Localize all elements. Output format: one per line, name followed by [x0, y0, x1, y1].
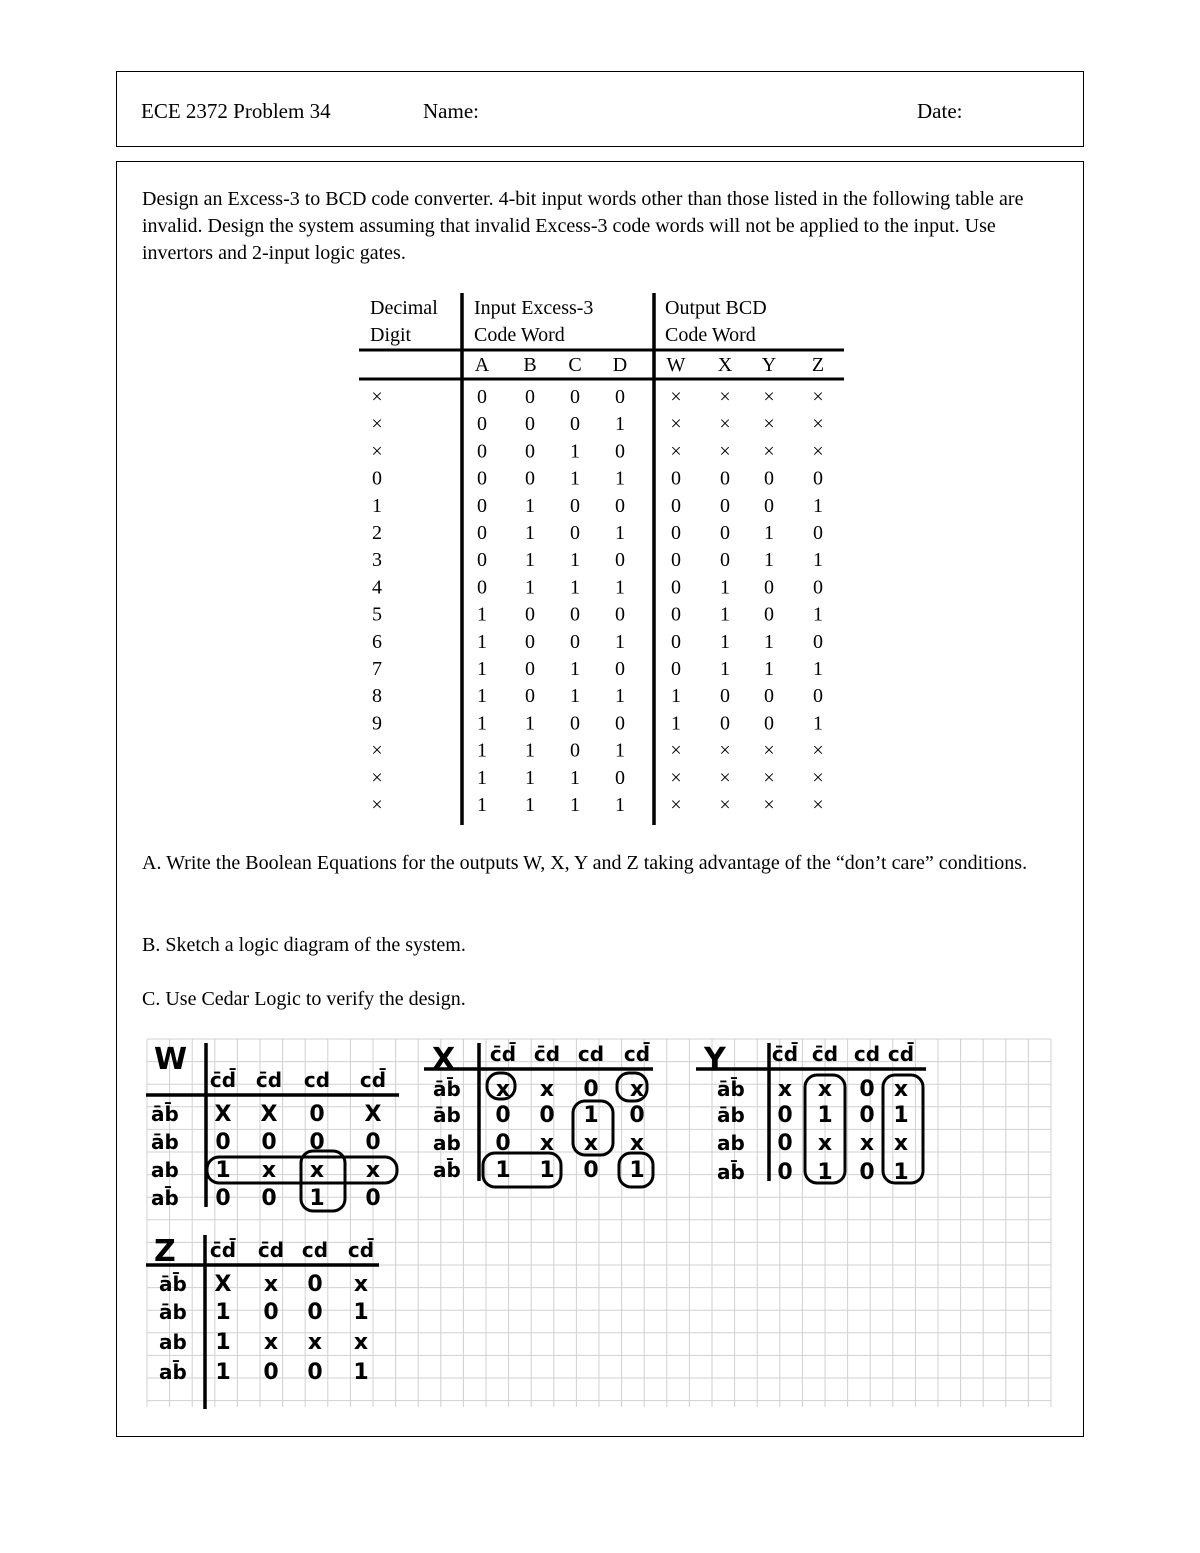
- kmap-z: [146, 1234, 379, 1409]
- table-cell: 0: [720, 467, 730, 490]
- table-cell: 0: [671, 630, 681, 653]
- table-cell: ×: [812, 413, 824, 436]
- kmap-cell: 0: [583, 1077, 599, 1102]
- kmap-col-label: c̄d: [533, 1042, 561, 1066]
- kmap-cell: x: [539, 1131, 555, 1156]
- kmap-row-label: āb̄: [151, 1102, 179, 1126]
- table-cell: 0: [720, 494, 730, 517]
- table-cell: 0: [477, 522, 487, 544]
- table-cell: 1: [372, 494, 382, 517]
- kmap-cell: 1: [215, 1360, 231, 1385]
- table-cell: ×: [812, 386, 824, 408]
- table-cell: 0: [477, 494, 487, 517]
- kmap-col-label: cd: [303, 1068, 331, 1092]
- kmap-cell: 1: [309, 1186, 325, 1211]
- kmap-cell: 0: [215, 1130, 231, 1155]
- kmap-cell: x: [263, 1272, 279, 1297]
- table-cell: 1: [615, 413, 625, 436]
- table-cell: 0: [615, 549, 625, 572]
- table-cell: ×: [763, 386, 775, 408]
- table-cell: 1: [720, 658, 730, 680]
- kmap-cell: 0: [859, 1160, 875, 1185]
- table-cell: 0: [813, 630, 823, 653]
- kmap-cell: 1: [495, 1158, 511, 1183]
- table-cell: 1: [764, 522, 774, 544]
- table-cell: ×: [670, 386, 682, 408]
- kmap-cell: X: [260, 1102, 278, 1127]
- table-cell: 0: [615, 766, 625, 789]
- table-cell: 1: [720, 603, 730, 626]
- kmap-cell: 0: [215, 1186, 231, 1211]
- kmap-cell: 1: [215, 1330, 231, 1355]
- kmap-row-label: ab̄: [433, 1158, 461, 1182]
- table-group-header-decimal: Decimal: [370, 297, 438, 319]
- table-group-header-output: Code Word: [665, 324, 756, 346]
- table-cell: ×: [670, 794, 682, 816]
- table-cell: 0: [477, 386, 487, 408]
- table-cell: 0: [525, 630, 535, 653]
- table-cell: 3: [372, 549, 382, 572]
- course-title: ECE 2372 Problem 34: [141, 99, 331, 123]
- table-cell: 1: [525, 576, 535, 599]
- table-cell: 1: [813, 712, 823, 735]
- table-cell: ×: [763, 413, 775, 436]
- kmap-cell: 1: [583, 1103, 599, 1128]
- kmap-col-label: c̄d: [255, 1068, 283, 1092]
- table-cell: ×: [763, 766, 775, 789]
- table-cell: 1: [477, 739, 487, 762]
- kmap-cell: 0: [495, 1131, 511, 1156]
- kmap-row-label: ab̄: [717, 1160, 745, 1184]
- kmap-cell: x: [817, 1131, 833, 1156]
- table-column-header: Z: [811, 354, 825, 376]
- table-cell: 1: [570, 766, 580, 789]
- table-cell: ×: [812, 766, 824, 789]
- table-cell: 0: [525, 603, 535, 626]
- kmap-cell: X: [214, 1102, 232, 1127]
- kmap-cell: x: [263, 1330, 279, 1355]
- table-cell: ×: [371, 413, 383, 436]
- question-a: A. Write the Boolean Equations for the outputs W, X, Y and Z taking advantage of the “don’t care” conditions.: [142, 852, 1028, 874]
- kmap-cell: x: [309, 1158, 325, 1183]
- kmap-cell: x: [629, 1131, 645, 1156]
- kmap-row-label: āb: [433, 1103, 461, 1127]
- table-cell: 1: [525, 766, 535, 789]
- kmap-cell: 1: [215, 1300, 231, 1325]
- kmap-col-label: c̄d: [257, 1238, 285, 1262]
- table-cell: 1: [570, 685, 580, 708]
- table-cell: 0: [615, 712, 625, 735]
- table-cell: 0: [764, 494, 774, 517]
- table-column-header: B: [523, 354, 537, 376]
- table-cell: 0: [671, 467, 681, 490]
- table-cell: 1: [477, 766, 487, 789]
- kmap-cell: x: [365, 1158, 381, 1183]
- table-cell: 0: [525, 440, 535, 463]
- kmap-cell: 0: [261, 1130, 277, 1155]
- table-cell: 0: [570, 630, 580, 653]
- kmap-cell: 0: [307, 1272, 323, 1297]
- table-cell: 0: [671, 522, 681, 544]
- table-cell: 0: [720, 712, 730, 735]
- table-cell: 0: [570, 413, 580, 436]
- kmap-col-label: c̄d: [811, 1042, 839, 1066]
- kmap-cell: 1: [893, 1103, 909, 1128]
- table-cell: 2: [372, 522, 382, 544]
- kmap-worksheet: [117, 162, 1083, 1436]
- table-cell: 0: [477, 576, 487, 599]
- table-cell: 0: [477, 440, 487, 463]
- kmap-cell: x: [495, 1077, 511, 1102]
- table-column-header: D: [612, 354, 628, 376]
- table-cell: ×: [812, 794, 824, 816]
- table-cell: 0: [570, 494, 580, 517]
- table-cell: 0: [525, 685, 535, 708]
- kmap-cell: 0: [859, 1103, 875, 1128]
- table-cell: ×: [371, 794, 383, 816]
- kmap-cell: 0: [539, 1103, 555, 1128]
- kmap-title: X: [432, 1042, 456, 1077]
- table-cell: 0: [525, 413, 535, 436]
- table-cell: ×: [670, 766, 682, 789]
- kmap-row-label: āb̄: [433, 1077, 461, 1101]
- table-cell: 0: [671, 658, 681, 680]
- kmap-cell: 0: [777, 1131, 793, 1156]
- table-cell: ×: [812, 739, 824, 762]
- table-cell: 1: [525, 794, 535, 816]
- table-cell: 0: [570, 386, 580, 408]
- kmap-cell: x: [629, 1077, 645, 1102]
- table-cell: 0: [570, 739, 580, 762]
- kmap-cell: x: [817, 1077, 833, 1102]
- table-cell: 0: [813, 685, 823, 708]
- kmap-cell: 0: [365, 1186, 381, 1211]
- table-cell: 1: [671, 685, 681, 708]
- question-b: B. Sketch a logic diagram of the system.: [142, 934, 466, 956]
- table-cell: ×: [763, 794, 775, 816]
- table-cell: 1: [813, 549, 823, 572]
- table-cell: ×: [719, 386, 731, 408]
- date-label: Date:: [917, 99, 963, 123]
- kmap-cell: x: [893, 1077, 909, 1102]
- kmap-title: Z: [154, 1234, 176, 1269]
- kmap-cell: x: [859, 1131, 875, 1156]
- table-cell: 0: [615, 494, 625, 517]
- kmap-col-label: c̄d̄: [771, 1042, 799, 1066]
- kmap-cell: 0: [583, 1158, 599, 1183]
- table-cell: 0: [525, 386, 535, 408]
- table-cell: ×: [719, 413, 731, 436]
- table-cell: 0: [525, 658, 535, 680]
- table-cell: ×: [371, 386, 383, 408]
- table-column-header: C: [568, 354, 582, 376]
- kmap-col-label: c̄d̄: [209, 1238, 237, 1262]
- table-cell: 1: [813, 658, 823, 680]
- table-cell: 0: [764, 576, 774, 599]
- table-cell: 4: [372, 576, 382, 599]
- problem-box: [116, 161, 1084, 1437]
- kmap-cell: X: [364, 1102, 382, 1127]
- kmap-cell: x: [539, 1077, 555, 1102]
- kmap-cell: 0: [263, 1360, 279, 1385]
- kmap-cell: x: [353, 1330, 369, 1355]
- kmap-col-label: cd: [301, 1238, 329, 1262]
- kmap-col-label: cd̄: [359, 1068, 387, 1092]
- table-cell: ×: [719, 794, 731, 816]
- table-cell: 1: [615, 576, 625, 599]
- table-cell: 1: [764, 658, 774, 680]
- table-cell: 0: [477, 413, 487, 436]
- table-cell: 0: [764, 603, 774, 626]
- kmap-cell: 0: [307, 1300, 323, 1325]
- table-cell: 1: [615, 467, 625, 490]
- table-cell: 0: [671, 576, 681, 599]
- table-cell: 1: [570, 658, 580, 680]
- kmap-cell: 0: [307, 1360, 323, 1385]
- table-cell: 6: [372, 630, 382, 653]
- kmap-cell: 1: [353, 1300, 369, 1325]
- table-cell: 1: [615, 739, 625, 762]
- kmap-row-label: ab: [433, 1131, 461, 1155]
- table-cell: 1: [720, 576, 730, 599]
- table-cell: 0: [764, 685, 774, 708]
- kmap-row-label: ab: [151, 1158, 179, 1182]
- table-cell: 0: [372, 467, 382, 490]
- kmap-cell: x: [261, 1158, 277, 1183]
- kmap-cell: X: [214, 1272, 232, 1297]
- kmap-row-label: ab: [717, 1131, 745, 1155]
- table-cell: 0: [813, 467, 823, 490]
- header-box: [116, 71, 1084, 147]
- table-cell: ×: [719, 440, 731, 463]
- kmap-cell: x: [893, 1131, 909, 1156]
- table-cell: 0: [570, 522, 580, 544]
- table-cell: 1: [570, 549, 580, 572]
- kmap-cell: 0: [365, 1130, 381, 1155]
- table-cell: 1: [525, 494, 535, 517]
- kmap-row-label: āb: [159, 1300, 187, 1324]
- problem-statement: Design an Excess-3 to BCD code converter. 4-bit input words other than those listed in the following table are invalid. Design the system assuming that invalid Excess-3 code words will not be applied to the input. Use invertors and 2-input logic gates.: [142, 188, 1024, 264]
- table-column-header: X: [717, 354, 733, 376]
- kmap-cell: 0: [495, 1103, 511, 1128]
- table-cell: 1: [615, 794, 625, 816]
- table-cell: 1: [615, 630, 625, 653]
- table-group-header-input: Code Word: [474, 324, 565, 346]
- table-cell: 0: [720, 522, 730, 544]
- table-cell: 0: [615, 440, 625, 463]
- kmap-cell: 0: [859, 1077, 875, 1102]
- table-cell: 7: [372, 658, 382, 680]
- kmap-row-label: āb: [717, 1103, 745, 1127]
- table-cell: 0: [764, 712, 774, 735]
- kmap-cell: 1: [353, 1360, 369, 1385]
- kmap-cell: 0: [777, 1103, 793, 1128]
- table-cell: 0: [477, 549, 487, 572]
- kmap-cell: 1: [817, 1103, 833, 1128]
- table-column-header: Y: [761, 354, 777, 376]
- table-cell: 1: [477, 712, 487, 735]
- kmap-col-label: cd: [853, 1042, 881, 1066]
- kmap-row-label: ab: [159, 1330, 187, 1354]
- kmap-cell: 0: [263, 1300, 279, 1325]
- kmap-cell: 0: [629, 1103, 645, 1128]
- table-cell: 1: [477, 603, 487, 626]
- table-cell: 1: [764, 549, 774, 572]
- table-cell: 0: [671, 549, 681, 572]
- kmap-row-label: āb̄: [159, 1272, 187, 1296]
- table-cell: 1: [525, 739, 535, 762]
- table-cell: 1: [570, 467, 580, 490]
- table-cell: ×: [670, 440, 682, 463]
- table-cell: 0: [525, 467, 535, 490]
- kmap-row-label: āb: [151, 1130, 179, 1154]
- kmap-col-label: cd̄: [347, 1238, 375, 1262]
- table-cell: ×: [719, 766, 731, 789]
- kmap-y: [696, 1042, 926, 1185]
- table-cell: 1: [615, 522, 625, 544]
- table-cell: 1: [570, 794, 580, 816]
- kmap-cell: x: [583, 1131, 599, 1156]
- kmap-cell: 0: [777, 1160, 793, 1185]
- name-label: Name:: [423, 99, 479, 123]
- table-group-header-output: Output BCD: [665, 297, 767, 319]
- table-cell: 0: [477, 467, 487, 490]
- table-cell: 1: [477, 685, 487, 708]
- kmap-cell: x: [353, 1272, 369, 1297]
- table-cell: 1: [764, 630, 774, 653]
- table-cell: 5: [372, 603, 382, 626]
- table-group-header-input: Input Excess-3: [474, 297, 594, 319]
- table-group-header-decimal: Digit: [370, 324, 412, 346]
- kmap-col-label: cd̄: [887, 1042, 915, 1066]
- kmap-cell: 1: [629, 1158, 645, 1183]
- table-cell: 0: [813, 522, 823, 544]
- table-cell: 1: [525, 549, 535, 572]
- table-cell: 1: [525, 522, 535, 544]
- table-cell: ×: [719, 739, 731, 762]
- table-cell: 0: [813, 576, 823, 599]
- table-column-header: A: [474, 354, 490, 376]
- kmap-cell: 1: [539, 1158, 555, 1183]
- kmap-title: Y: [704, 1042, 726, 1077]
- table-cell: 0: [615, 386, 625, 408]
- kmap-title: W: [154, 1042, 188, 1077]
- table-cell: 1: [477, 658, 487, 680]
- table-cell: 0: [671, 494, 681, 517]
- table-cell: 0: [570, 712, 580, 735]
- table-cell: ×: [371, 440, 383, 463]
- table-column-header: W: [666, 354, 686, 376]
- table-cell: 0: [764, 467, 774, 490]
- kmap-cell: x: [777, 1077, 793, 1102]
- table-cell: 1: [570, 440, 580, 463]
- table-cell: ×: [670, 413, 682, 436]
- table-cell: 1: [813, 494, 823, 517]
- table-cell: ×: [670, 739, 682, 762]
- table-cell: ×: [371, 766, 383, 789]
- kmap-col-label: cd: [577, 1042, 605, 1066]
- kmap-w: [146, 1042, 399, 1211]
- table-cell: 9: [372, 712, 382, 735]
- table-cell: 0: [570, 603, 580, 626]
- kmap-col-label: c̄d̄: [489, 1042, 517, 1066]
- kmap-cell: 1: [215, 1158, 231, 1183]
- table-cell: ×: [812, 440, 824, 463]
- kmap-row-label: ab̄: [159, 1360, 187, 1384]
- kmap-cell: x: [307, 1330, 323, 1355]
- kmap-cell: 0: [261, 1186, 277, 1211]
- kmap-cell: 1: [893, 1160, 909, 1185]
- table-cell: ×: [371, 739, 383, 762]
- table-cell: 0: [720, 685, 730, 708]
- table-cell: 1: [615, 685, 625, 708]
- table-cell: 8: [372, 685, 382, 708]
- kmap-row-label: ab̄: [151, 1186, 179, 1210]
- table-cell: 0: [720, 549, 730, 572]
- table-cell: 1: [570, 576, 580, 599]
- kmap-row-label: āb̄: [717, 1077, 745, 1101]
- table-cell: 1: [720, 630, 730, 653]
- kmap-cell: 0: [309, 1102, 325, 1127]
- table-cell: 0: [671, 603, 681, 626]
- table-cell: 1: [477, 794, 487, 816]
- kmap-col-label: cd̄: [623, 1042, 651, 1066]
- table-cell: 1: [671, 712, 681, 735]
- kmap-cell: 1: [817, 1160, 833, 1185]
- kmap-cell: 0: [309, 1130, 325, 1155]
- question-c: C. Use Cedar Logic to verify the design.: [142, 988, 466, 1010]
- table-cell: 0: [615, 658, 625, 680]
- table-cell: ×: [763, 440, 775, 463]
- table-cell: 1: [525, 712, 535, 735]
- table-cell: 0: [615, 603, 625, 626]
- table-cell: 1: [477, 630, 487, 653]
- kmap-col-label: c̄d̄: [209, 1068, 237, 1092]
- table-cell: 1: [813, 603, 823, 626]
- table-cell: ×: [763, 739, 775, 762]
